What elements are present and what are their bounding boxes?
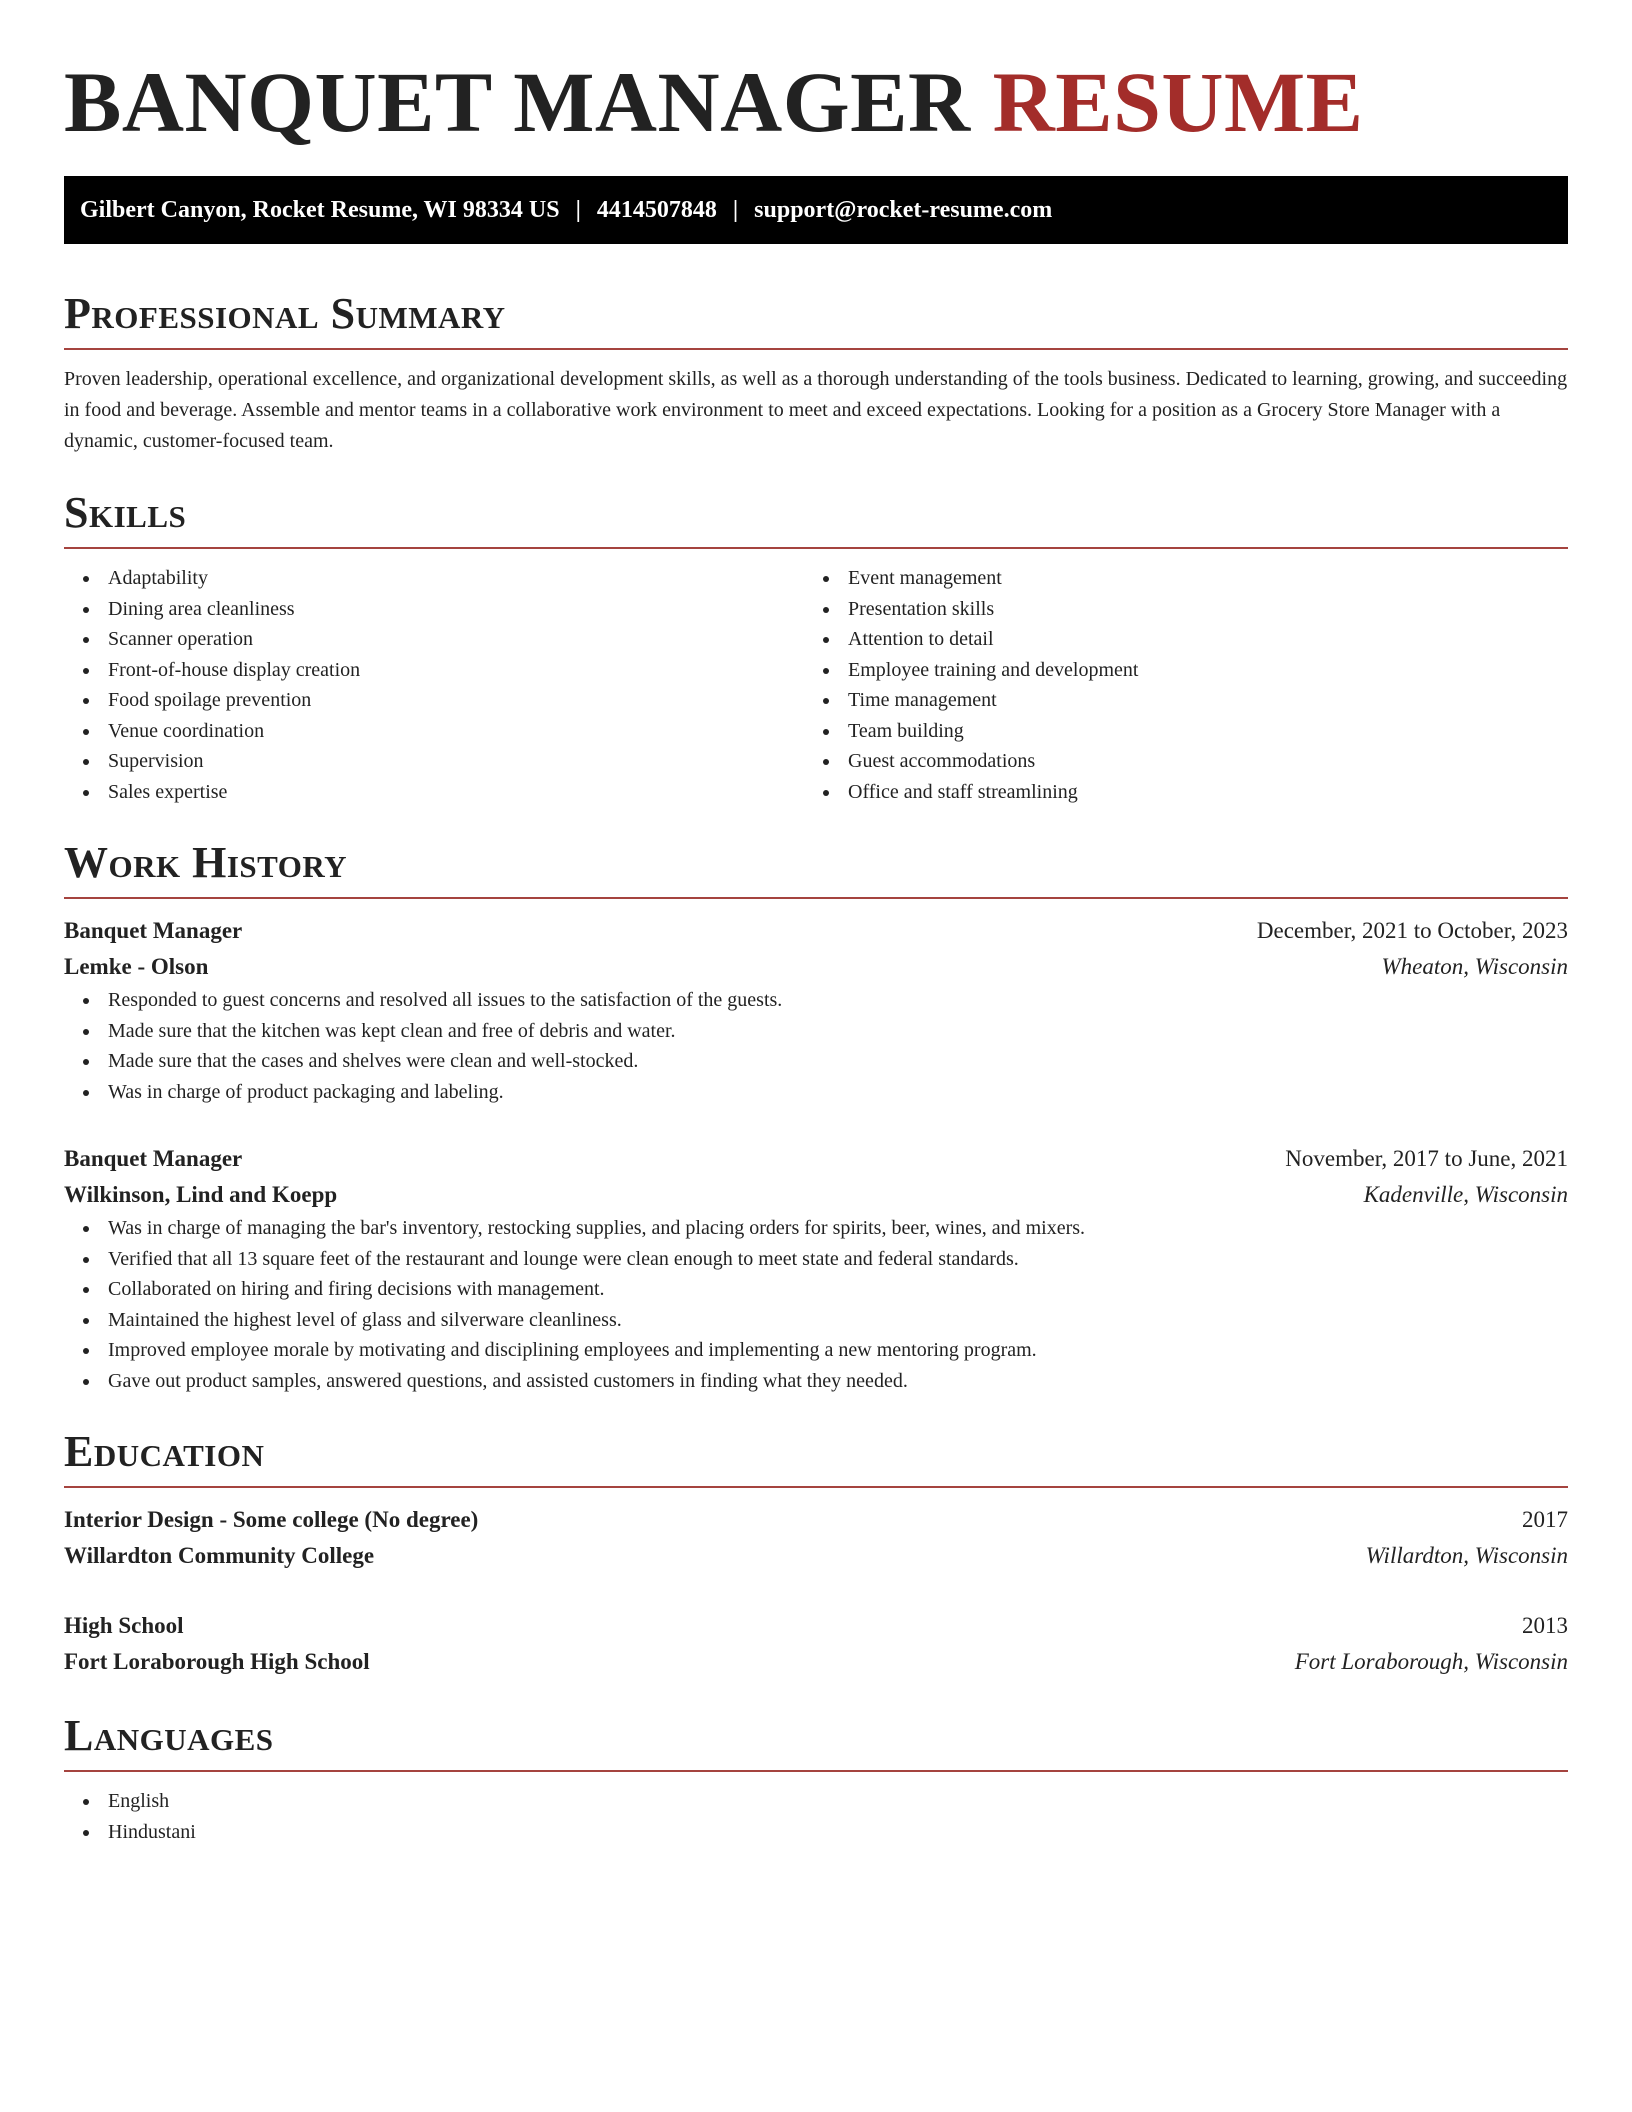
- skills-section: [64, 487, 1568, 807]
- education-section: [64, 1426, 1568, 1680]
- job-location: Wheaton, Wisconsin: [1381, 954, 1568, 979]
- skill-item: Food spoilage prevention: [64, 685, 804, 716]
- summary-text: Proven leadership, operational excellence, and organizational development skills, as well as a thorough understanding of the tools business. Dedicated to learning, growing, and succeeding in food and beverage. Assemble and mentor teams in a collaborative work environment to meet and exceed expectations. Looking for a position as a Grocery Store Manager with a dynamic, customer-focused team.: [64, 368, 1568, 452]
- contact-bar: [64, 176, 1568, 244]
- language-item: English: [64, 1786, 1568, 1817]
- education-school: Fort Loraborough High School: [64, 1649, 370, 1674]
- languages-heading: Languages: [64, 1711, 274, 1760]
- languages-section: [64, 1710, 1568, 1847]
- job-duties: [64, 985, 1568, 1107]
- skills-list-left: [64, 563, 804, 807]
- job-entry: [64, 1141, 1568, 1396]
- work-history-heading: Work History: [64, 838, 348, 887]
- duty-item: Collaborated on hiring and firing decisions with management.: [64, 1274, 1568, 1305]
- skill-item: Employee training and development: [804, 655, 1544, 686]
- section-divider: [64, 348, 1568, 350]
- contact-separator: |: [732, 196, 739, 223]
- skill-item: Venue coordination: [64, 716, 804, 747]
- skills-list-right: [804, 563, 1544, 807]
- duty-item: Improved employee morale by motivating and disciplining employees and implementing a new mentoring program.: [64, 1335, 1568, 1366]
- duty-item: Made sure that the kitchen was kept clean and free of debris and water.: [64, 1016, 1568, 1047]
- section-divider: [64, 547, 1568, 549]
- education-entry: [64, 1608, 1568, 1680]
- skill-item: Attention to detail: [804, 624, 1544, 655]
- skill-item: Event management: [804, 563, 1544, 594]
- section-divider: [64, 1770, 1568, 1772]
- skill-item: Supervision: [64, 746, 804, 777]
- education-degree: Interior Design - Some college (No degree): [64, 1507, 479, 1532]
- education-location: Willardton, Wisconsin: [1365, 1543, 1568, 1568]
- contact-address: Gilbert Canyon, Rocket Resume, WI 98334 US: [80, 196, 560, 223]
- job-dates: December, 2021 to October, 2023: [1256, 918, 1568, 943]
- job-title: Banquet Manager: [64, 1146, 243, 1171]
- education-location: Fort Loraborough, Wisconsin: [1294, 1649, 1568, 1674]
- contact-phone[interactable]: 4414507848: [596, 196, 717, 223]
- skill-item: Sales expertise: [64, 777, 804, 808]
- job-location: Kadenville, Wisconsin: [1363, 1182, 1568, 1207]
- skill-item: Scanner operation: [64, 624, 804, 655]
- section-divider: [64, 897, 1568, 899]
- summary-section: [64, 288, 1568, 457]
- duty-item: Responded to guest concerns and resolved all issues to the satisfaction of the guests.: [64, 985, 1568, 1016]
- duty-item: Gave out product samples, answered questions, and assisted customers in finding what they needed.: [64, 1366, 1568, 1397]
- skill-item: Guest accommodations: [804, 746, 1544, 777]
- education-heading: Education: [64, 1427, 265, 1476]
- skill-item: Presentation skills: [804, 594, 1544, 625]
- skill-item: Office and staff streamlining: [804, 777, 1544, 808]
- contact-separator: |: [575, 196, 581, 223]
- skill-item: Front-of-house display creation: [64, 655, 804, 686]
- education-entry: [64, 1502, 1568, 1574]
- job-duties: [64, 1213, 1568, 1396]
- skill-item: Team building: [804, 716, 1544, 747]
- resume-title: [64, 52, 1568, 152]
- skill-item: Dining area cleanliness: [64, 594, 804, 625]
- duty-item: Made sure that the cases and shelves were clean and well-stocked.: [64, 1046, 1568, 1077]
- duty-item: Maintained the highest level of glass and silverware cleanliness.: [64, 1305, 1568, 1336]
- contact-email[interactable]: support@rocket-resume.com: [754, 196, 1053, 223]
- languages-list: [64, 1786, 1568, 1847]
- skills-heading: Skills: [64, 488, 187, 537]
- education-school: Willardton Community College: [64, 1543, 375, 1568]
- summary-heading: Professional Summary: [64, 289, 506, 338]
- education-degree: High School: [64, 1613, 184, 1638]
- duty-item: Was in charge of product packaging and labeling.: [64, 1077, 1568, 1108]
- title-main: BANQUET MANAGER: [64, 54, 971, 150]
- education-year: 2017: [1522, 1507, 1568, 1532]
- skill-item: Adaptability: [64, 563, 804, 594]
- education-year: 2013: [1522, 1613, 1568, 1638]
- job-company: Wilkinson, Lind and Koepp: [64, 1182, 338, 1207]
- job-dates: November, 2017 to June, 2021: [1285, 1146, 1568, 1171]
- section-divider: [64, 1486, 1568, 1488]
- skill-item: Time management: [804, 685, 1544, 716]
- duty-item: Was in charge of managing the bar's inventory, restocking supplies, and placing orders for spirits, beer, wines, and mixers.: [64, 1213, 1568, 1244]
- skills-grid: [64, 563, 1568, 807]
- language-item: Hindustani: [64, 1817, 1568, 1848]
- job-title: Banquet Manager: [64, 918, 243, 943]
- title-accent: RESUME: [992, 54, 1364, 150]
- job-entry: [64, 913, 1568, 1107]
- duty-item: Verified that all 13 square feet of the restaurant and lounge were clean enough to meet state and federal standards.: [64, 1244, 1568, 1275]
- work-history-section: [64, 837, 1568, 1396]
- job-company: Lemke - Olson: [64, 954, 209, 979]
